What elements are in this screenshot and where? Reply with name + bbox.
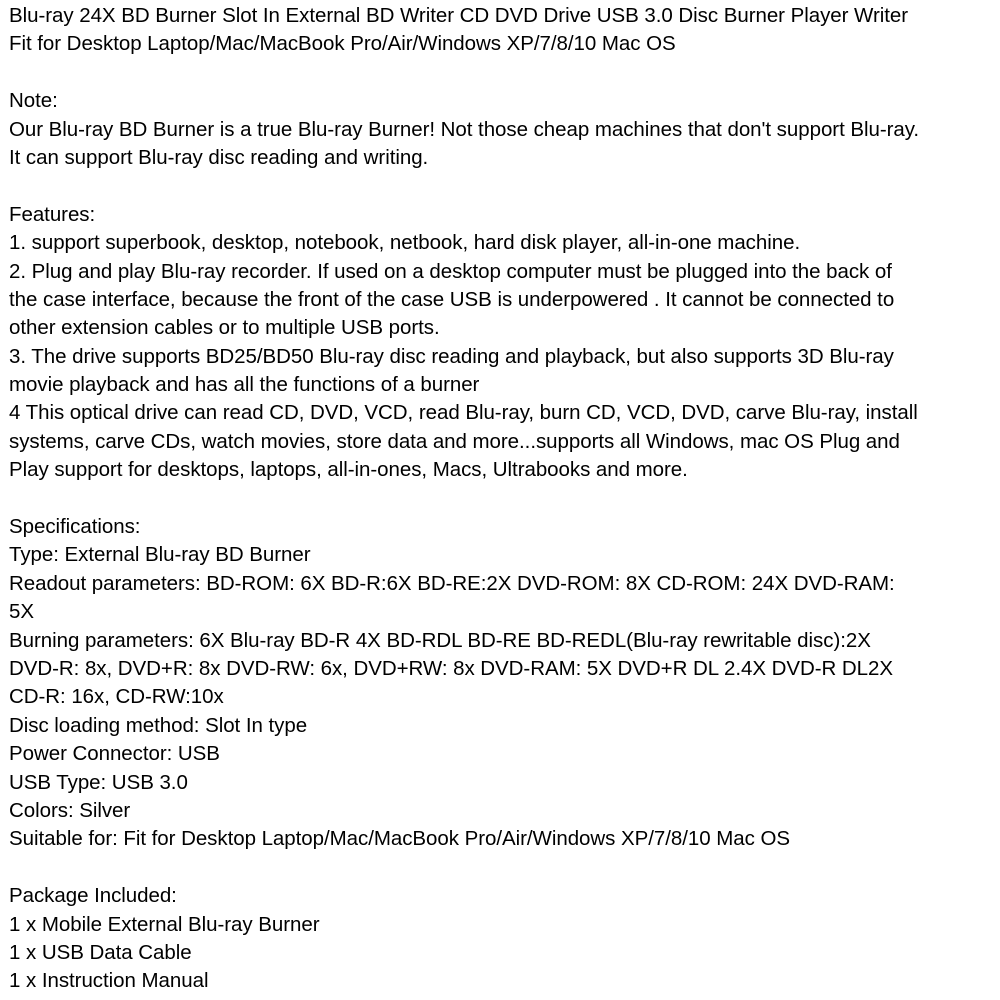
feature-line: other extension cables or to multiple USB ports. xyxy=(9,316,440,340)
spacer xyxy=(9,854,994,882)
package-section xyxy=(9,882,994,996)
spec-line: Colors: Silver xyxy=(9,798,131,822)
feature-line: 2. Plug and play Blu-ray recorder. If used on a desktop computer must be plugged into the back of xyxy=(9,259,892,283)
package-line: 1 x Instruction Manual xyxy=(9,969,209,993)
spec-line: Disc loading method: Slot In type xyxy=(9,713,308,737)
title-line: Fit for Desktop Laptop/Mac/MacBook Pro/Air/Windows XP/7/8/10 Mac OS xyxy=(9,32,676,56)
spacer xyxy=(9,172,994,200)
package-line: 1 x Mobile External Blu-ray Burner xyxy=(9,912,320,936)
product-title xyxy=(9,2,994,59)
feature-line: Play support for desktops, laptops, all-in-ones, Macs, Ultrabooks and more. xyxy=(9,458,688,482)
feature-line: 3. The drive supports BD25/BD50 Blu-ray disc reading and playback, but also supports 3D Blu-ray xyxy=(9,344,894,368)
feature-line: the case interface, because the front of the case USB is underpowered . It cannot be connected to xyxy=(9,287,895,311)
note-line: It can support Blu-ray disc reading and writing. xyxy=(9,145,429,169)
feature-line: 1. support superbook, desktop, notebook, netbook, hard disk player, all-in-one machine. xyxy=(9,231,801,255)
spec-line: Type: External Blu-ray BD Burner xyxy=(9,543,311,567)
spec-line: Burning parameters: 6X Blu-ray BD-R 4X BD-RDL BD-RE BD-REDL(Blu-ray rewritable disc):2X xyxy=(9,628,871,652)
note-section xyxy=(9,87,994,172)
spec-line: Power Connector: USB xyxy=(9,742,220,766)
spec-line: Readout parameters: BD-ROM: 6X BD-R:6X BD-RE:2X DVD-ROM: 8X CD-ROM: 24X DVD-RAM: xyxy=(9,571,895,595)
package-heading: Package Included: xyxy=(9,884,177,908)
spec-line: CD-R: 16x, CD-RW:10x xyxy=(9,685,224,709)
specifications-heading: Specifications: xyxy=(9,515,141,539)
spec-line: 5X xyxy=(9,600,34,624)
package-line: 1 x USB Data Cable xyxy=(9,940,192,964)
spec-line: Suitable for: Fit for Desktop Laptop/Mac/MacBook Pro/Air/Windows XP/7/8/10 Mac OS xyxy=(9,827,790,851)
feature-line: systems, carve CDs, watch movies, store data and more...supports all Windows, mac OS Plug and xyxy=(9,429,900,453)
feature-line: movie playback and has all the functions of a burner xyxy=(9,373,480,397)
spec-line: USB Type: USB 3.0 xyxy=(9,770,188,794)
spec-line: DVD-R: 8x, DVD+R: 8x DVD-RW: 6x, DVD+RW: 8x DVD-RAM: 5X DVD+R DL 2.4X DVD-R DL2X xyxy=(9,656,893,680)
spacer xyxy=(9,59,994,87)
note-line: Our Blu-ray BD Burner is a true Blu-ray Burner! Not those cheap machines that don't support Blu-ray. xyxy=(9,117,920,141)
title-line: Blu-ray 24X BD Burner Slot In External BD Writer CD DVD Drive USB 3.0 Disc Burner Player Writer xyxy=(9,4,909,27)
features-section xyxy=(9,201,994,485)
spacer xyxy=(9,485,994,513)
product-description xyxy=(9,2,994,996)
features-heading: Features: xyxy=(9,202,96,226)
specifications-section xyxy=(9,513,994,854)
feature-line: 4 This optical drive can read CD, DVD, VCD, read Blu-ray, burn CD, VCD, DVD, carve Blu-ray, install xyxy=(9,401,918,425)
note-heading: Note: xyxy=(9,89,58,113)
